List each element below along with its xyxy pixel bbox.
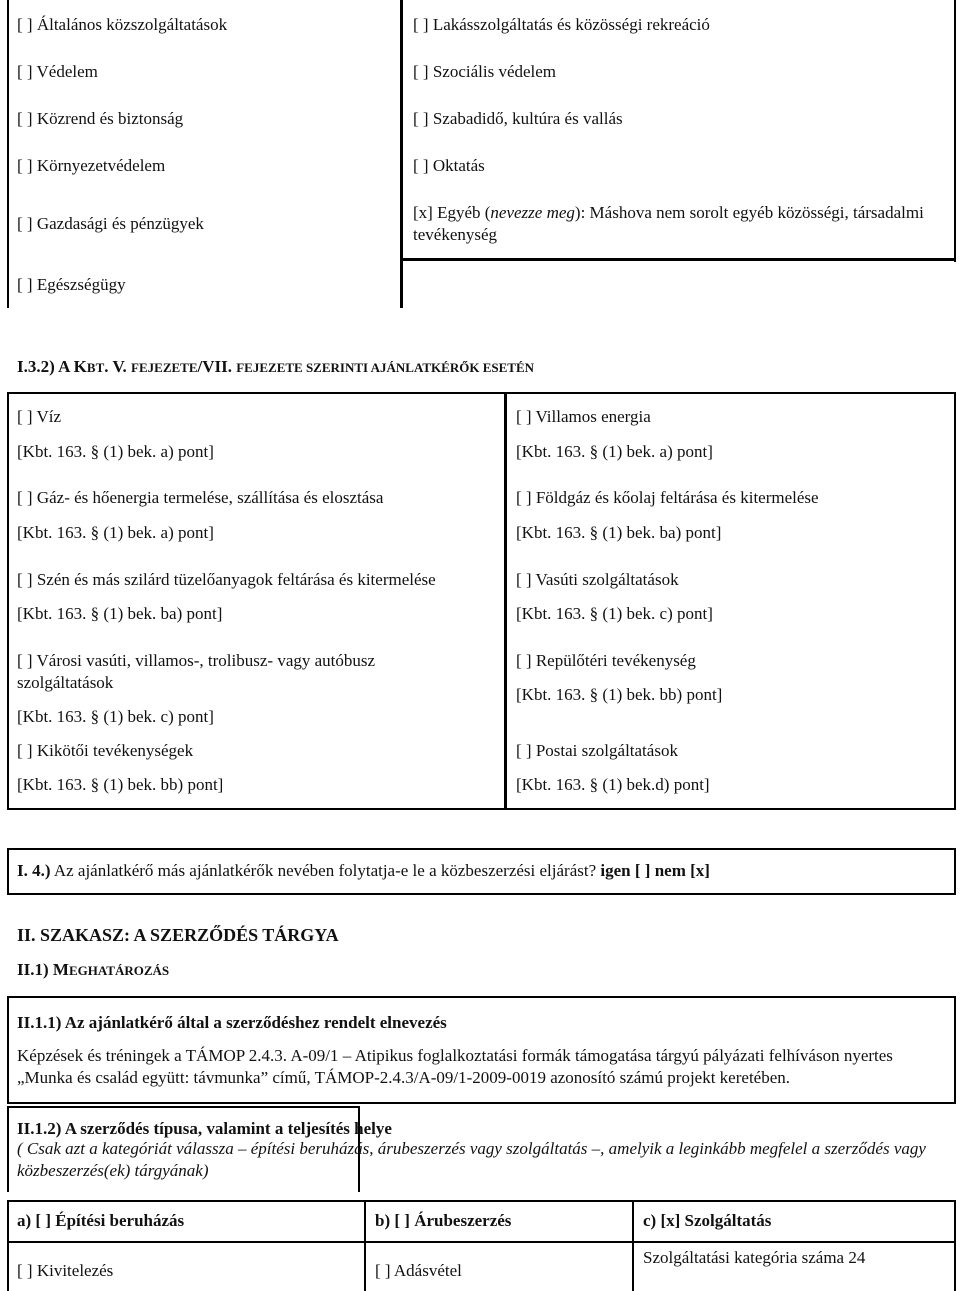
section-ii11-title: II.1.1) Az ajánlatkérő által a szerződéshez rendelt elnevezés	[17, 1013, 447, 1032]
contract-type-services[interactable]: c) [x] Szolgáltatás	[643, 1211, 772, 1230]
utility-water[interactable]: [ ] Víz	[17, 407, 62, 426]
utility-railway[interactable]: [ ] Vasúti szolgáltatások	[516, 570, 679, 589]
activity-social-protection[interactable]: [ ] Szociális védelem	[413, 62, 557, 81]
utility-oil-gas[interactable]: [ ] Földgáz és kőolaj feltárása és kitermelése	[516, 488, 819, 507]
activity-other[interactable]: [x] Egyéb (nevezze meg): Máshova nem sorolt egyéb közösségi, társadalmi tevékenység	[413, 203, 924, 244]
activity-housing[interactable]: [ ] Lakásszolgáltatás és közösségi rekreáció	[413, 15, 710, 34]
contract-type-works[interactable]: a) [ ] Építési beruházás	[17, 1211, 185, 1230]
activity-defence[interactable]: [ ] Védelem	[17, 62, 98, 81]
activity-general-public-services[interactable]: [ ] Általános közszolgáltatások	[17, 15, 228, 34]
utility-coal-ref: [Kbt. 163. § (1) bek. ba) pont]	[17, 604, 223, 623]
utility-airport-ref: [Kbt. 163. § (1) bek. bb) pont]	[516, 685, 723, 704]
section-i4-text: I. 4.) Az ajánlatkérő más ajánlatkérők nevében folytatja-e le a közbeszerzési eljárást? igen [ ] nem [x]	[17, 861, 710, 880]
contract-type-supplies[interactable]: b) [ ] Árubeszerzés	[375, 1211, 512, 1230]
utility-electricity-ref: [Kbt. 163. § (1) bek. a) pont]	[516, 442, 713, 461]
utility-ports-ref: [Kbt. 163. § (1) bek. bb) pont]	[17, 775, 224, 794]
utility-coal[interactable]: [ ] Szén és más szilárd tüzelőanyagok feltárása és kitermelése	[17, 570, 436, 589]
section-ii11-text: Képzések és tréningek a TÁMOP 2.4.3. A-09/1 – Atipikus foglalkoztatási formák támogatása tárgyú pályázati felhíváson nyertes „Munka és család együtt: távmunka” című, TÁMOP-2.4.3/A-09/1-2009-0019 azonosító számú projekt keretében.	[17, 1046, 893, 1087]
activity-recreation-culture[interactable]: [ ] Szabadidő, kultúra és vallás	[413, 109, 623, 128]
utility-oil-gas-ref: [Kbt. 163. § (1) bek. ba) pont]	[516, 523, 722, 542]
activity-education[interactable]: [ ] Oktatás	[413, 156, 485, 175]
utility-gas-heat-ref: [Kbt. 163. § (1) bek. a) pont]	[17, 523, 214, 542]
utility-railway-ref: [Kbt. 163. § (1) bek. c) pont]	[516, 604, 713, 623]
works-execution-option[interactable]: [ ] Kivitelezés	[17, 1261, 114, 1280]
section-i32-title: I.3.2) A KBT. V. FEJEZETE/VII. FEJEZETE SZERINTI AJÁNLATKÉRŐK ESETÉN	[17, 357, 534, 376]
section-ii-heading: II. SZAKASZ: A SZERZŐDÉS TÁRGYA	[17, 925, 339, 945]
section-ii12-note: ( Csak azt a kategóriát válassza – építési beruházás, árubeszerzés vagy szolgáltatás –, amelyik a leginkább megfelel a szerződés vagy közbeszerzés(ek) tárgyának)	[17, 1139, 926, 1180]
utility-airport[interactable]: [ ] Repülőtéri tevékenység	[516, 651, 696, 670]
utility-electricity[interactable]: [ ] Villamos energia	[516, 407, 651, 426]
utility-ports[interactable]: [ ] Kikötői tevékenységek	[17, 741, 194, 760]
section-ii1-heading: II.1) MEGHATÁROZÁS	[17, 960, 170, 979]
activity-economic-financial[interactable]: [ ] Gazdasági és pénzügyek	[17, 214, 204, 233]
utility-postal-ref: [Kbt. 163. § (1) bek.d) pont]	[516, 775, 710, 794]
supplies-purchase-option[interactable]: [ ] Adásvétel	[375, 1261, 462, 1280]
activity-environment[interactable]: [ ] Környezetvédelem	[17, 156, 166, 175]
utility-postal[interactable]: [ ] Postai szolgáltatások	[516, 741, 678, 760]
service-category-number: Szolgáltatási kategória száma 24	[643, 1248, 866, 1267]
activity-health[interactable]: [ ] Egészségügy	[17, 275, 126, 294]
section-ii12-title: II.1.2) A szerződés típusa, valamint a teljesítés helye	[17, 1119, 392, 1138]
utility-urban-transport[interactable]: [ ] Városi vasúti, villamos-, trolibusz- vagy autóbusz szolgáltatások	[17, 651, 376, 692]
utility-urban-transport-ref: [Kbt. 163. § (1) bek. c) pont]	[17, 707, 214, 726]
activity-public-order[interactable]: [ ] Közrend és biztonság	[17, 109, 184, 128]
utility-water-ref: [Kbt. 163. § (1) bek. a) pont]	[17, 442, 214, 461]
utility-gas-heat[interactable]: [ ] Gáz- és hőenergia termelése, szállítása és elosztása	[17, 488, 384, 507]
